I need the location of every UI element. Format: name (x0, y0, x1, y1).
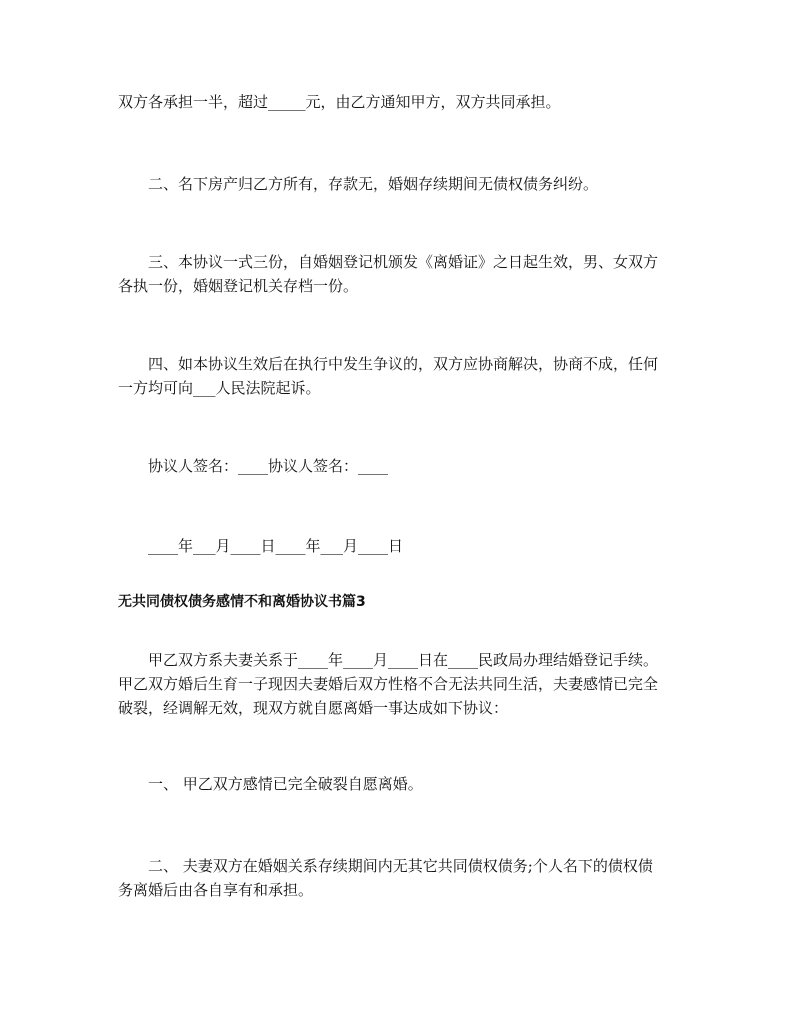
clause-three-line-2: 各执一份，婚姻登记机关存档一份。 (118, 277, 359, 295)
text-line-1: 双方各承担一半，超过_____元，由乙方通知甲方，双方共同承担。 (118, 93, 561, 111)
clause-four-line-2: 一方均可向___人民法院起诉。 (118, 379, 321, 397)
agreement-item-two-line-1: 二、 夫妻双方在婚姻关系存续期间内无其它共同债权债务;个人名下的债权债 (148, 857, 653, 875)
agreement-item-two-line-2: 务离婚后由各自享有和承担。 (118, 881, 314, 899)
intro-line-3: 破裂，经调解无效，现双方就自愿离婚一事达成如下协议： (118, 699, 509, 717)
intro-line-2: 甲乙双方婚后生育一子现因夫妻婚后双方性格不合无法共同生活，夫妻感情已完全 (118, 675, 659, 693)
clause-three-line-1: 三、本协议一式三份，自婚姻登记机颁发《离婚证》之日起生效，男、女双方 (148, 253, 659, 271)
section-title: 无共同债权债务感情不和离婚协议书篇3 (118, 594, 366, 610)
clause-two: 二、名下房产归乙方所有，存款无，婚姻存续期间无债权债务纠纷。 (148, 175, 599, 193)
agreement-item-one: 一、 甲乙双方感情已完全破裂自愿离婚。 (148, 775, 423, 793)
signature-line: 协议人签名：____协议人签名：____ (148, 457, 389, 475)
date-line: ____年___月____日____年___月____日 (148, 537, 404, 555)
clause-four-line-1: 四、如本协议生效后在执行中发生争议的，双方应协商解决，协商不成，任何 (148, 355, 659, 373)
intro-line-1: 甲乙双方系夫妻关系于____年____月____日在____民政局办理结婚登记手续。 (148, 651, 659, 669)
